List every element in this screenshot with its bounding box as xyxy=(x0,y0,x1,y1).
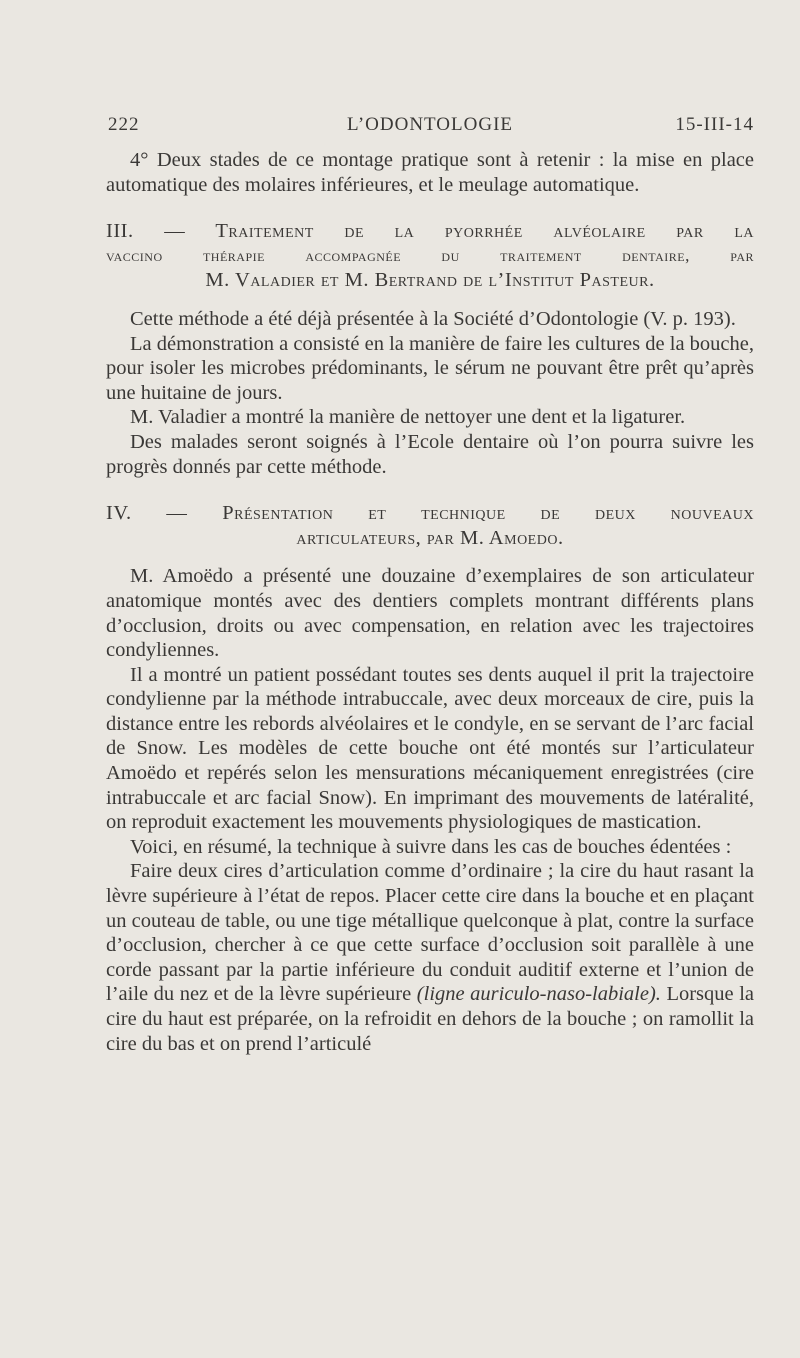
text-run: Lorsque la cire du haut est préparée, on la refroidit en dehors de la bouche ; on ramollit la cire du bas et on prend l’articulé xyxy=(106,983,754,1055)
section-3-paragraph: La démonstration a consisté en la manière de faire les cultures de la bouche, pour isoler les microbes prédominants, le sérum ne pouvant être prêt qu’après une huitaine de jours. xyxy=(106,332,754,404)
section-3-paragraph: M. Valadier a montré la manière de nettoyer une dent et la ligaturer. xyxy=(130,406,686,429)
section-4-heading-line1: IV. — Présentation et technique de deux nouveaux xyxy=(106,502,754,525)
italic-term: (ligne auriculo-naso-labiale). xyxy=(416,983,661,1006)
section-3-heading-line2: vaccino thérapie accompagnée du traitement dentaire, par xyxy=(106,245,754,265)
text-column xyxy=(106,114,754,1056)
section-3-paragraph: Des malades seront soignés à l’Ecole dentaire où l’on pourra suivre les progrès donnés par cette méthode. xyxy=(106,430,754,478)
issue-date: 15-III-14 xyxy=(675,114,754,135)
section-4-heading xyxy=(106,501,754,550)
journal-title: L’ODONTOLOGIE xyxy=(346,114,514,135)
section-3-paragraph: Cette méthode a été déjà présentée à la Société d’Odontologie (V. p. 193). xyxy=(130,307,736,330)
page-number: 222 xyxy=(108,114,140,135)
section-3-heading-line3: M. Valadier et M. Bertrand de l’Institut Pasteur. xyxy=(205,269,655,292)
section-3-heading xyxy=(106,219,754,293)
section-4-heading-line2: articulateurs, par M. Amoedo. xyxy=(296,526,564,549)
section-3-heading-line1: III. — Traitement de la pyorrhée alvéolaire par la xyxy=(106,220,754,243)
section-4-paragraph: Il a montré un patient possédant toutes ses dents auquel il prit la trajectoire condylienne par la méthode intrabuccale, avec deux morceaux de cire, puis la distance entre les rebords alvéolaires et le condyle, en se servant de l’arc facial de Snow. Les modèles de cette bouche ont été montés sur l’articulateur Amoëdo et repérés selon les mensurations mécaniquement enregistrées (cire intrabuccale et arc facial Snow). En imprimant des mouvements de latéralité, on reproduit exactement les mouvements physiologiques de mastication. xyxy=(106,663,754,834)
section-4-paragraph-last xyxy=(106,859,754,1056)
running-head xyxy=(106,114,754,140)
section-4-paragraph: M. Amoëdo a présenté une douzaine d’exemplaires de son articulateur anatomique montés avec des dentiers complets montrant différents plans d’occlusion, droits ou avec compensation, en relation avec les trajectoires condyliennes. xyxy=(106,565,754,662)
text-run: Faire deux cires d’articulation comme d’ordinaire ; la cire du haut rasant la lèvre supérieure à l’état de repos. Placer cette cire dans la bouche et en plaçant un couteau de table, ou une tige métallique quelconque à plat, contre la surface d’occlusion, chercher à ce que cette surface d’occlusion soit parallèle à une corde passant par la partie inférieure du conduit auditif externe et l’union de l’aile du nez et de la lèvre supérieure xyxy=(106,860,754,1006)
paragraph-4: 4° Deux stades de ce montage pratique sont à retenir : la mise en place automatique des molaires inférieures, et le meulage automatique. xyxy=(106,149,754,196)
section-4-paragraph: Voici, en résumé, la technique à suivre dans les cas de bouches édentées : xyxy=(130,835,732,858)
